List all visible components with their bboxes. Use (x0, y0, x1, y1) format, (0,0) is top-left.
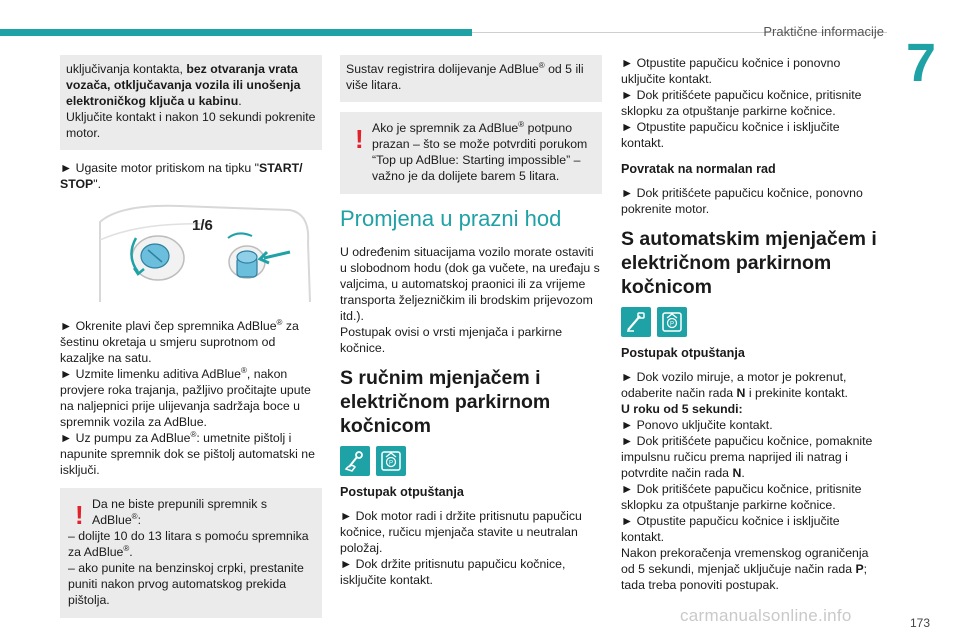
icon-row (340, 446, 602, 476)
step-text: i prekinite kontakt. (745, 386, 848, 400)
registered-mark: ® (538, 60, 545, 70)
step-text: ► Dok pritišćete papučicu kočnice, pritisnite sklopku za otpuštanje parkirne kočnice. (621, 88, 862, 118)
info-box-text: od 5 ili više litara. (346, 62, 584, 92)
warning-line: Da ne biste prepunili spremnik s AdBlue (92, 497, 267, 527)
warning-item (68, 528, 314, 560)
svg-text:P: P (389, 460, 394, 467)
registered-mark: ® (131, 511, 138, 521)
step-text: ► Ponovo uključite kontakt. (621, 418, 773, 432)
adblue-cap-illustration (60, 202, 322, 310)
warning-line: : (137, 513, 141, 527)
step-text: ► Dok pritišćete papučicu kočnice, pomaknite impulsnu ručicu prema naprijed ili natrag i potvrdite način rada (621, 434, 873, 480)
procedure-steps (621, 369, 883, 593)
step-text: ► Uz pumpu za AdBlue (60, 431, 191, 445)
column-3 (621, 55, 883, 603)
step-text: , nakon provjere roka trajanja, pažljivo pročitajte upute na naljepnici prije ulijevanja sadržaja boce u spremnik vozila za AdBlue. (60, 367, 311, 429)
intro-text: U određenim situacijama vozilo morate ostaviti u slobodnom hodu (dok ga vučete, na uređaju s valjcima, u automatskoj praonici ili za vrijeme transporta željezničkim ili brodskim prijevozom itd.). (340, 245, 600, 323)
registered-mark: ® (276, 317, 283, 327)
warning-icon: ! (355, 124, 364, 154)
watermark: carmanualsonline.info (680, 606, 852, 625)
warning-line: . (129, 545, 133, 559)
step-text: ► Ugasite motor pritiskom na tipku " (60, 161, 260, 175)
section-title: Promjena u prazni hod (340, 206, 562, 231)
info-box-text: Sustav registrira dolijevanje AdBlue (346, 62, 539, 76)
step-text: ► Dok držite pritisnutu papučicu kočnice, isključite kontakt. (340, 557, 566, 587)
warning-box (340, 112, 602, 194)
step-text: ► Dok vozilo miruje, a motor je pokrenut, odaberite način rada (621, 370, 847, 400)
gear-lever-icon (621, 307, 651, 337)
procedure-steps (621, 55, 883, 151)
registered-mark: ® (123, 543, 130, 553)
step-text: Nakon prekoračenja vremenskog ograničenja od 5 sekundi, mjenjač uključuje način rada (621, 546, 869, 576)
illustration-label: 1/6 (192, 217, 213, 234)
intro-text: Postupak ovisi o vrsti mjenjača i parkirne kočnice. (340, 325, 563, 355)
subsection-title: S ručnim mjenjačem i električnom parkirnom kočnicom (340, 367, 551, 437)
gear-lever-icon (340, 446, 370, 476)
step-text: ► Otpustite papučicu kočnice i isključite kontakt. (621, 120, 840, 150)
column-2 (340, 55, 602, 598)
info-box-bold: bez otvaranja vrata vozača, otključavanja vozila ili unošenja elektroničkog ključa u kabinu (66, 62, 301, 108)
step-text: ► Okrenite plavi čep spremnika AdBlue (60, 319, 277, 333)
warning-item: – ako punite na benzinskoj crpki, prestanite puniti nakon prvog automatskog prekida pištolja. (68, 561, 304, 607)
info-box-period: . (238, 94, 242, 108)
step-text: ► Dok pritišćete papučicu kočnice, pritisnite sklopku za otpuštanje parkirne kočnice. (621, 482, 862, 512)
step-text: za šestinu okretaja u smjeru suprotnom od kazaljke na satu. (60, 319, 299, 365)
warning-line: – dolijte 10 do 13 litara s pomoću spremnika za AdBlue (68, 529, 309, 559)
warning-icon: ! (75, 500, 84, 530)
section-intro (340, 244, 602, 356)
page-number: 173 (909, 616, 930, 630)
chapter-number: 7 (906, 33, 937, 93)
step-text: : umetnite pištolj i napunite spremnik dok se pištolj automatski ne isključi. (60, 431, 315, 477)
mode-n: N (732, 466, 742, 480)
procedure-steps (340, 508, 602, 588)
step-text-end: ". (93, 177, 102, 191)
step-text: ► Otpustite papučicu kočnice i ponovno uključite kontakt. (621, 56, 841, 86)
procedure-title: Postupak otpuštanja (340, 485, 464, 499)
step-text: ► Dok motor radi i držite pritisnutu papučicu kočnice, ručicu mjenjača stavite u neutralan položaj. (340, 509, 582, 555)
info-box (60, 55, 322, 150)
column-1 (60, 55, 322, 630)
info-box-text-2: Uključite kontakt i nakon 10 sekundi pokrenite motor. (66, 110, 316, 140)
warning-line: potpuno prazan – što se može potvrditi porukom “Top up AdBlue: Starting impossible” – važno je da dolijete barem 5 litara. (372, 121, 588, 183)
procedure-title: Postupak otpuštanja (621, 346, 745, 360)
start-stop-label: START/ STOP (60, 161, 303, 191)
registered-mark: ® (190, 429, 197, 439)
return-step: ► Dok pritišćete papučicu kočnice, ponovno pokrenite motor. (621, 186, 863, 216)
info-box (340, 55, 602, 102)
subsection-title: S automatskim mjenjačem i električnom parkirnom kočnicom (621, 228, 877, 298)
icon-row (621, 307, 883, 337)
header-accent-bar (0, 29, 472, 36)
registered-mark: ® (518, 119, 525, 129)
return-title: Povratak na normalan rad (621, 162, 776, 176)
time-limit-label: U roku od 5 sekundi: (621, 402, 743, 416)
warning-text (68, 496, 314, 528)
page-header-title: Praktične informacije (763, 24, 884, 39)
step-text: ; tada treba ponoviti postupak. (621, 562, 868, 592)
warning-text (348, 120, 594, 184)
mode-n: N (736, 386, 746, 400)
info-box-text: uključivanja kontakta, (66, 62, 187, 76)
mode-p: P (855, 562, 864, 576)
parking-brake-icon (657, 307, 687, 337)
svg-text:P: P (670, 321, 675, 328)
step-text: ► Uzmite limenku aditiva AdBlue (60, 367, 241, 381)
step-text: . (741, 466, 745, 480)
parking-brake-icon (376, 446, 406, 476)
warning-box (60, 488, 322, 618)
adblue-cap-icon (60, 202, 322, 310)
step-text: ► Otpustite papučicu kočnice i isključite kontakt. (621, 514, 840, 544)
step-turn-cap (60, 318, 322, 478)
registered-mark: ® (241, 365, 247, 375)
warning-line: Ako je spremnik za AdBlue (372, 121, 519, 135)
step-start-stop (60, 160, 322, 192)
